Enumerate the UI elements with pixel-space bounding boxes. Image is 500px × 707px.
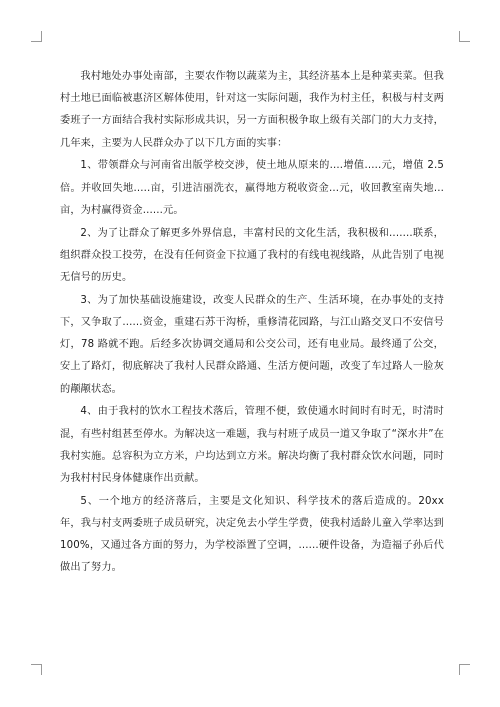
paragraph-item-2: 2、为了让群众了解更多外界信息，丰富村民的文化生活，我积极和.......联系，组织群众投工投劳，在没有任何资金下拉通了我村的有线电视线路，从此告别了电视无信号的历史。: [60, 227, 444, 284]
crop-mark-top-left: [31, 31, 42, 42]
crop-mark-bottom-left: [31, 664, 42, 675]
paragraph-item-5: 5、一个地方的经济落后，主要是文化知识、科学技术的落后造成的。20xx 年，我与村支两委班子成员研究，决定免去小学生学费，使我村适龄儿童入学率达到 100%，又通过各方面的努力，为学校添置了空调，......硬件设备，为造福子孙后代做出了努力。: [60, 495, 444, 574]
document-body: [60, 66, 444, 580]
paragraph-intro: 我村地处办事处南部，主要农作物以蔬菜为主，其经济基本上是种菜卖菜。但我村土地已面临被惠济区解体使用，针对这一实际问题，我作为村主任，积极与村支两委班子一方面结合我村实际形成共识，另一方面积极争取上级有关部门的大力支持，几年来，主要为人民群众办了以下几方面的实事：: [60, 71, 444, 149]
crop-mark-top-right: [459, 31, 470, 42]
paragraph-item-3: 3、为了加快基础设施建设，改变人民群众的生产、生活环境，在办事处的支持下，又争取了......资金，重建石苏干沟桥，重修清花园路，与江山路交叉口不安信号灯，78 路就不跑。后经多次协调交通局和公交公司，还有电业局。最终通了公交，安上了路灯，彻底解决了我村人民群众路通、生活方便问题，改变了车过路人一脸灰的颟颟状态。: [60, 294, 444, 395]
paragraph-item-1: 1、带领群众与河南省出版学校交涉，使土地从原来的....增值.....元，增值 2.5 倍。并收回失地.....亩，引进洁丽洗衣，赢得地方税收资金...元，收回教室南失地...亩，为村赢得资金......元。: [60, 160, 444, 216]
crop-mark-bottom-right: [459, 664, 470, 675]
paragraph-item-4: 4、由于我村的饮水工程技术落后，管理不便，致使通水时间时有时无，时清时混，有些村组甚至停水。为解决这一难题，我与村班子成员一道又争取了“深水井”在我村实施。总容积为立方米，户均达到立方米。解决均衡了我村群众饮水问题，同时为我村村民身体健康作出贡献。: [60, 406, 444, 485]
